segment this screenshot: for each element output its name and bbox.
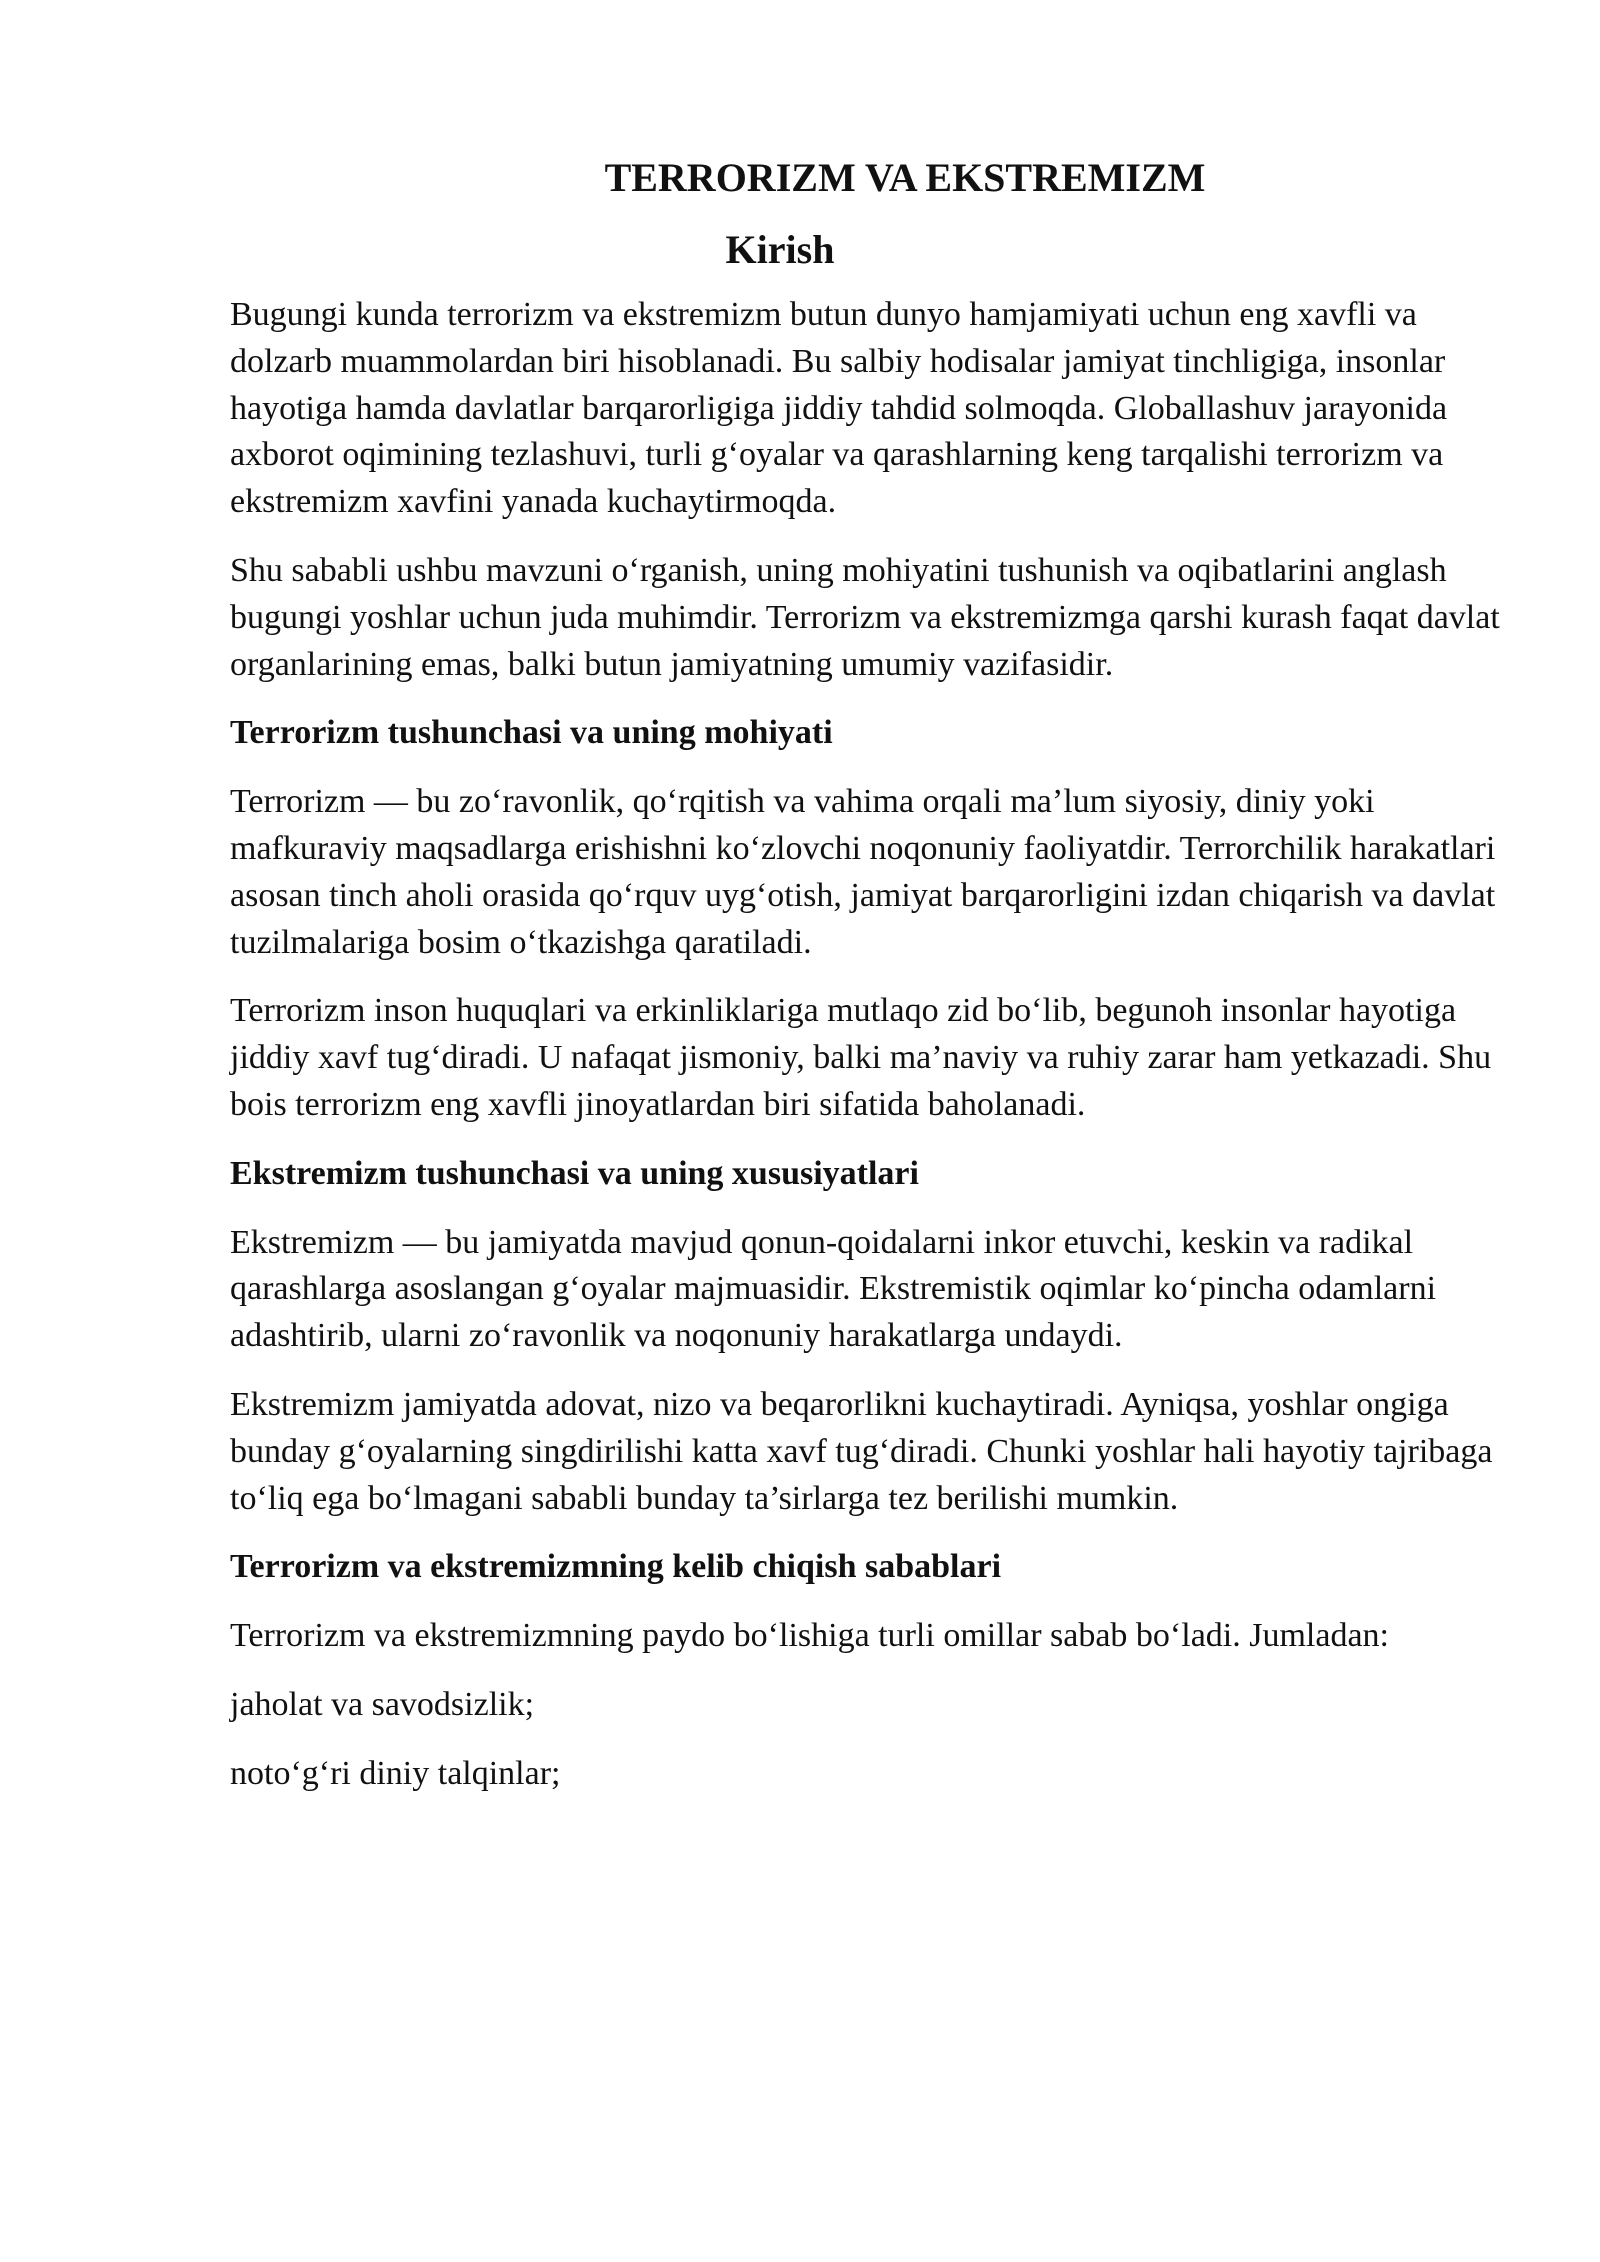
document-body bbox=[230, 150, 1500, 1798]
intro-paragraph-2: Shu sababli ushbu mavzuni o‘rganish, uning mohiyatini tushunish va oqibatlarini anglash bugungi yoshlar uchun juda muhimdir. Terrorizm va ekstremizmga qarshi kurash faqat davlat organlarining emas, balki butun jamiyatning umumiy vazifasidir. bbox=[230, 551, 1500, 683]
introduction-label: Kirish bbox=[725, 227, 835, 272]
terrorism-paragraph-2: Terrorizm inson huquqlari va erkinliklariga mutlaqo zid bo‘lib, begunoh insonlar hayotiga jiddiy xavf tug‘diradi. U nafaqat jismoniy, balki ma’naviy va ruhiy zarar ham yetkazadi. Shu bois terrorizm eng xavfli jinoyatlardan biri sifatida baholanadi. bbox=[230, 992, 1492, 1123]
heading-causes: Terrorizm va ekstremizmning kelib chiqish sabablari bbox=[230, 1548, 1002, 1586]
terrorism-paragraph-1: Terrorizm — bu zo‘ravonlik, qo‘rqitish va vahima orqali ma’lum siyosiy, diniy yoki mafkuraviy maqsadlarga erishishni ko‘zlovchi noqonuniy faoliyatdir. Terrorchilik harakatlari asosan tinch aholi orasida qo‘rquv uyg‘otish, jamiyat barqarorligini izdan chiqarish va davlat tuzilmalariga bosim o‘tkazishga qaratiladi. bbox=[230, 783, 1496, 961]
list-item: noto‘g‘ri diniy talqinlar; bbox=[230, 1754, 561, 1792]
causes-intro-paragraph: Terrorizm va ekstremizmning paydo bo‘lishiga turli omillar sabab bo‘ladi. Jumladan: bbox=[230, 1617, 1389, 1655]
heading-terrorism-concept: Terrorizm tushunchasi va uning mohiyati bbox=[230, 714, 833, 752]
extremism-paragraph-1: Ekstremizm — bu jamiyatda mavjud qonun-qoidalarni inkor etuvchi, keskin va radikal qarashlarga asoslangan g‘oyalar majmuasidir. Ekstremistik oqimlar ko‘pincha odamlarni adashtirib, ularni zo‘ravonlik va noqonuniy harakatlarga undaydi. bbox=[230, 1223, 1437, 1355]
section-title-introduction bbox=[230, 222, 1330, 278]
intro-paragraph-1: Bugungi kunda terrorizm va ekstremizm butun dunyo hamjamiyati uchun eng xavfli va dolzarb muammolardan biri hisoblanadi. Bu salbiy hodisalar jamiyat tinchligiga, insonlar hayotiga hamda davlatlar barqarorligiga jiddiy tahdid solmoqda. Globallashuv jarayonida axborot oqimining tezlashuvi, turli g‘oyalar va qarashlarning keng tarqalishi terrorizm va ekstremizm xavfini yanada kuchaytirmoqda. bbox=[230, 296, 1448, 521]
heading-extremism-concept: Ekstremizm tushunchasi va uning xususiyatlari bbox=[230, 1154, 919, 1192]
document-title: TERRORIZM VA EKSTREMIZM bbox=[604, 155, 1206, 200]
extremism-paragraph-2: Ekstremizm jamiyatda adovat, nizo va beqarorlikni kuchaytiradi. Ayniqsa, yoshlar ongiga bunday g‘oyalarning singdirilishi katta xavf tug‘diradi. Chunki yoshlar hali hayotiy tajribaga to‘liq ega bo‘lmagani sababli bunday ta’sirlarga tez berilishi mumkin. bbox=[230, 1385, 1493, 1517]
list-item: jaholat va savodsizlik; bbox=[230, 1685, 535, 1723]
